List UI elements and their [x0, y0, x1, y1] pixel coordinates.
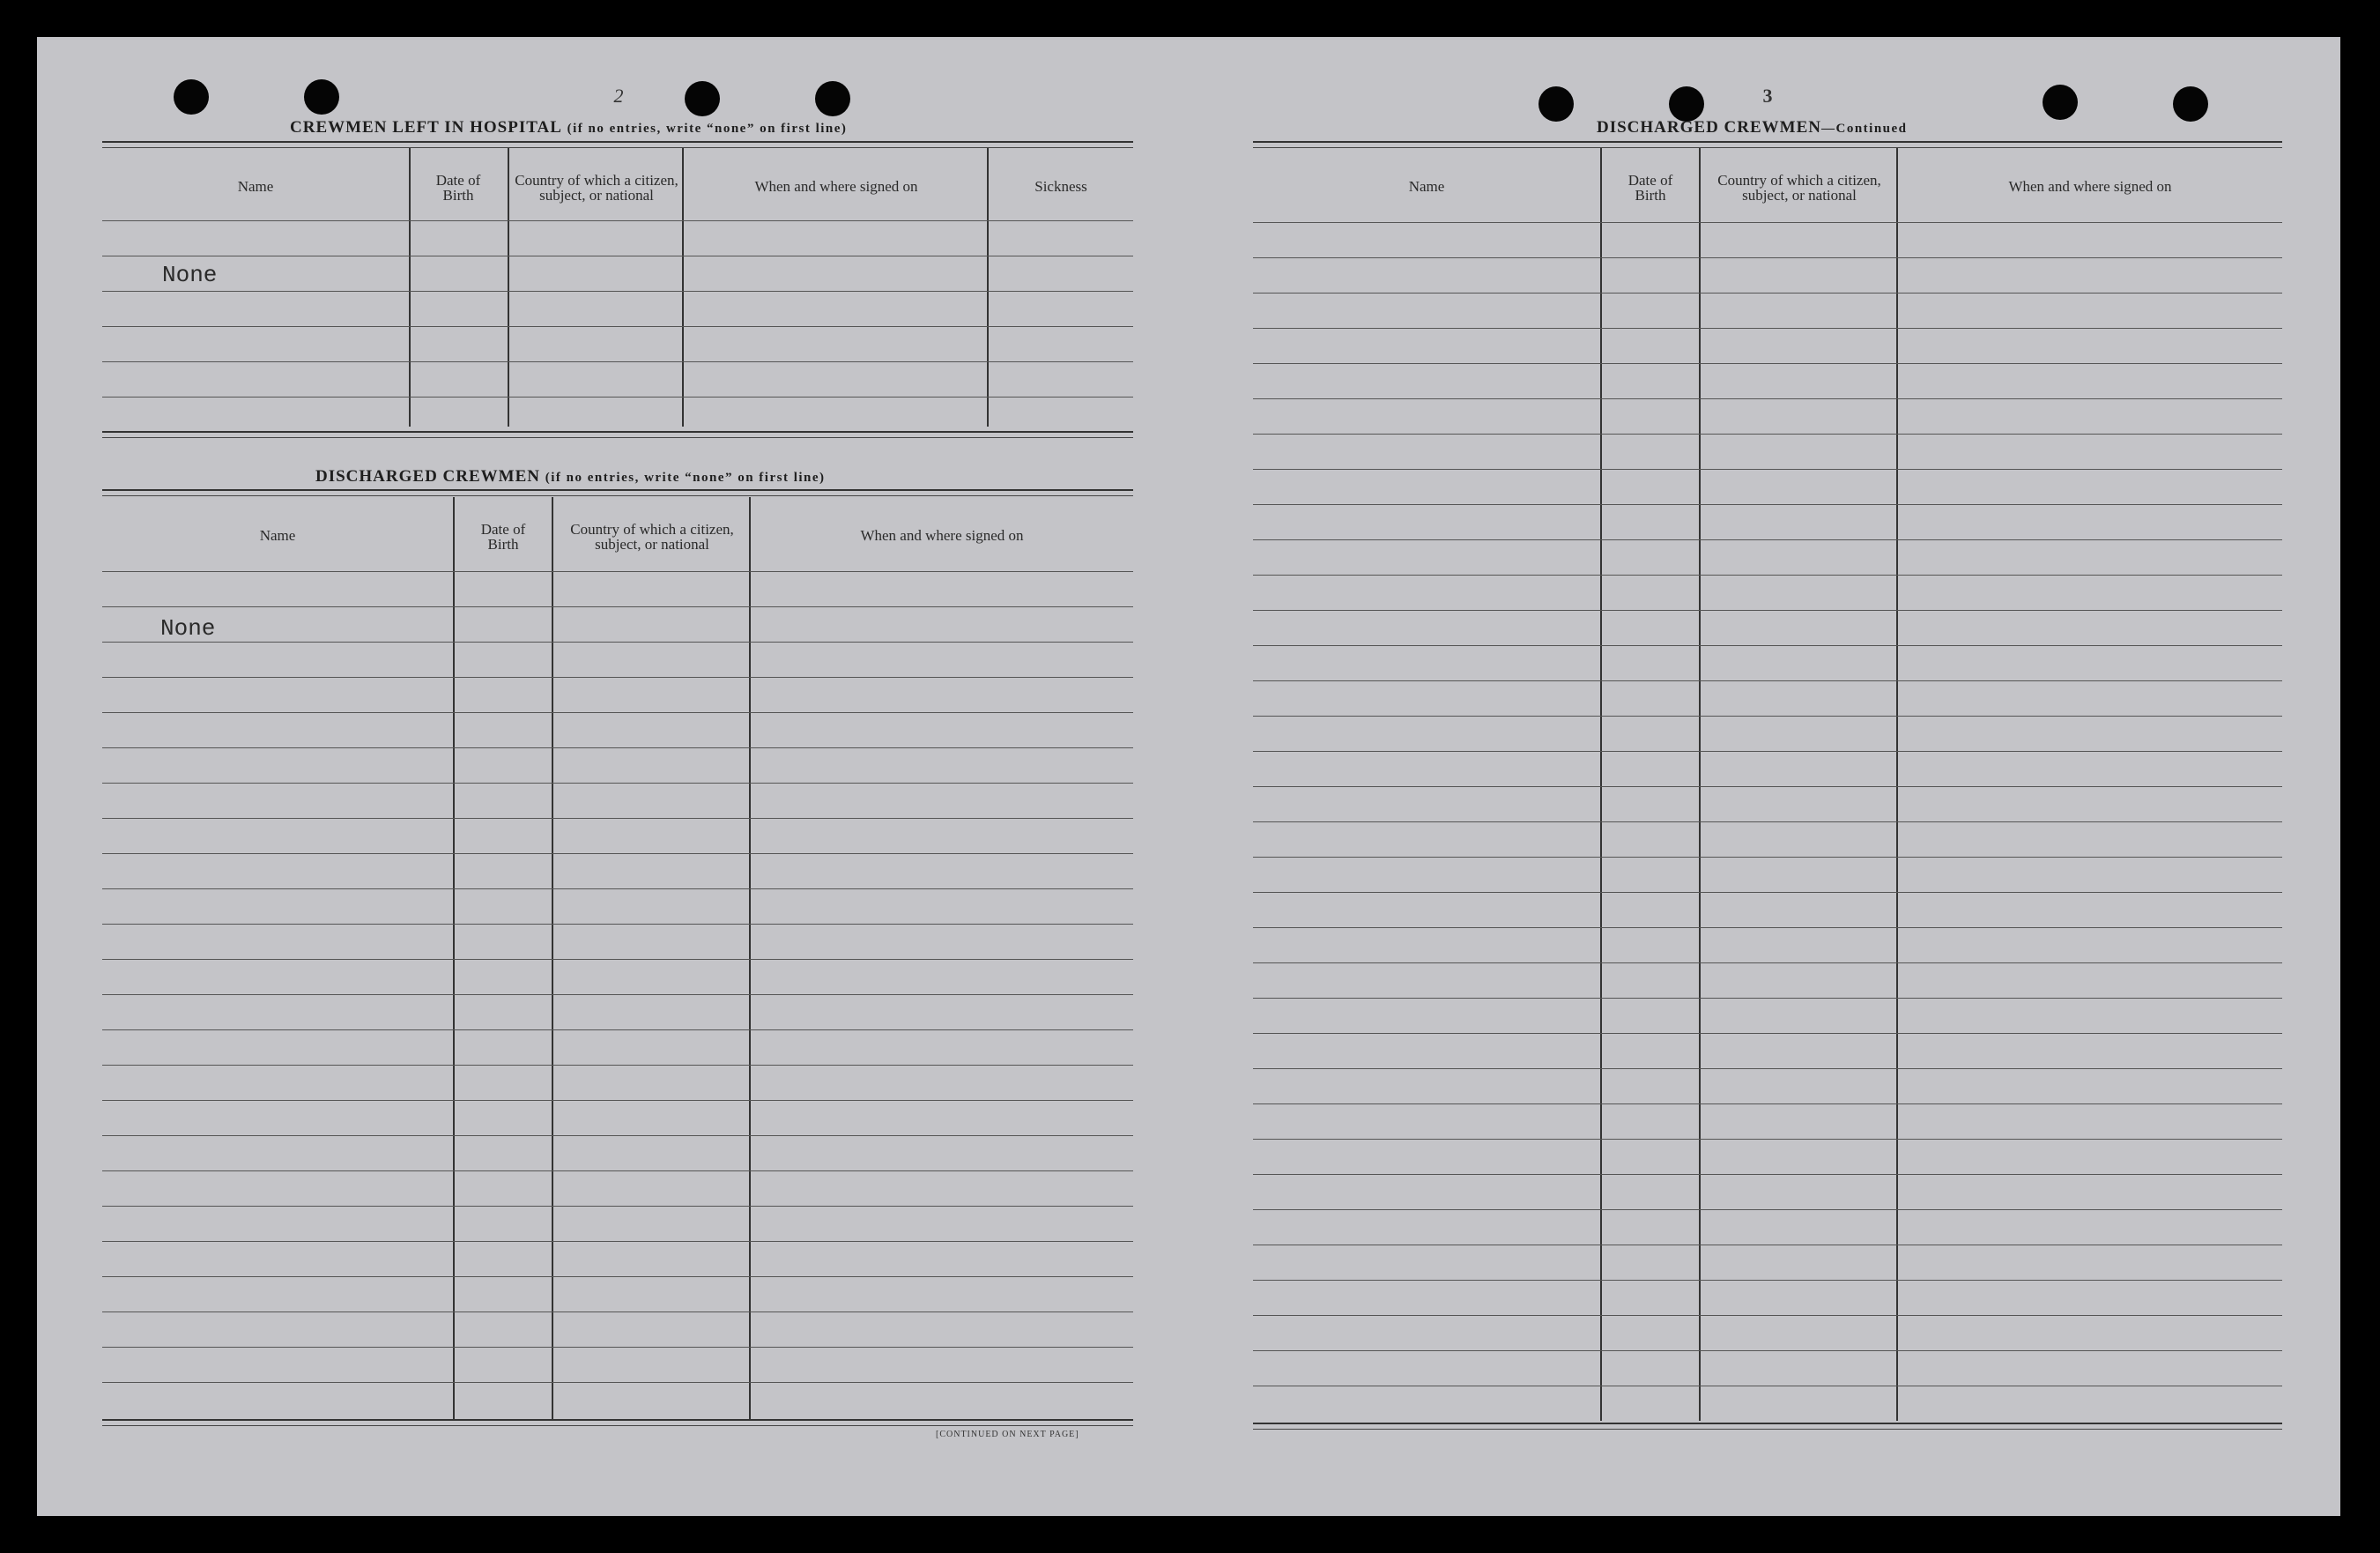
punch-hole	[815, 81, 850, 116]
continued-column-divider	[1896, 148, 1898, 1421]
discharged-section-title	[315, 467, 826, 487]
continued-row-line	[1253, 821, 2282, 822]
continued-row-line	[1253, 786, 2282, 787]
discharged-row-line	[102, 747, 1133, 748]
discharged-column-divider	[749, 497, 751, 1419]
hospital-row-line	[102, 326, 1133, 327]
discharged-row-line	[102, 606, 1133, 607]
continued-col-country: Country of which a citizen, subject, or national	[1717, 172, 1881, 204]
continued-row-line	[1253, 1033, 2282, 1034]
hospital-col-name: Name	[237, 177, 274, 195]
continued-col-name: Name	[1408, 177, 1445, 195]
continued-row-line	[1253, 610, 2282, 611]
punch-hole	[2043, 85, 2078, 120]
discharged-row-line	[102, 924, 1133, 925]
hospital-title-sub: (if no entries, write “none” on first line)	[567, 122, 848, 136]
form-sheet	[37, 37, 2340, 1516]
discharged-col-name: Name	[259, 526, 296, 544]
hospital-top-rule	[102, 141, 1133, 148]
continued-row-line	[1253, 998, 2282, 999]
continued-col-signed-on: When and where signed on	[2008, 177, 2172, 195]
continued-row-line	[1253, 927, 2282, 928]
continued-section-title	[1597, 118, 1908, 137]
continued-row-line	[1253, 1315, 2282, 1316]
punch-hole	[1669, 86, 1704, 122]
continued-row-line	[1253, 328, 2282, 329]
discharged-row-line	[102, 642, 1133, 643]
discharged-row-line	[102, 571, 1133, 572]
continued-row-line	[1253, 1174, 2282, 1175]
continued-title-main: DISCHARGED CREWMEN	[1597, 118, 1821, 137]
discharged-row-line	[102, 853, 1133, 854]
discharged-row-line	[102, 1241, 1133, 1242]
hospital-entry-none: None	[162, 262, 218, 288]
continued-row-line	[1253, 1068, 2282, 1069]
discharged-row-line	[102, 783, 1133, 784]
continued-row-line	[1253, 575, 2282, 576]
continued-row-line	[1253, 680, 2282, 681]
continued-column-divider	[1699, 148, 1701, 1421]
discharged-col-signed-on: When and where signed on	[860, 526, 1024, 544]
discharged-row-line	[102, 1065, 1133, 1066]
hospital-title-main: CREWMEN LEFT IN HOSPITAL	[290, 118, 562, 137]
continued-row-line	[1253, 1209, 2282, 1210]
hospital-row-line	[102, 397, 1133, 398]
continued-row-line	[1253, 504, 2282, 505]
hospital-col-dob: Date of Birth	[435, 172, 481, 204]
discharged-row-line	[102, 1170, 1133, 1171]
continued-row-line	[1253, 539, 2282, 540]
continued-row-line	[1253, 892, 2282, 893]
continued-top-rule	[1253, 141, 2282, 148]
continued-row-line	[1253, 257, 2282, 258]
discharged-row-line	[102, 994, 1133, 995]
continued-row-line	[1253, 293, 2282, 294]
hospital-column-divider	[987, 148, 989, 427]
discharged-top-rule	[102, 489, 1133, 496]
continued-row-line	[1253, 222, 2282, 223]
continued-row-line	[1253, 1139, 2282, 1140]
continued-row-line	[1253, 857, 2282, 858]
discharged-row-line	[102, 1347, 1133, 1348]
hospital-row-line	[102, 220, 1133, 221]
punch-hole	[2173, 86, 2208, 122]
continued-column-divider	[1600, 148, 1602, 1421]
continued-row-line	[1253, 645, 2282, 646]
discharged-row-line	[102, 1029, 1133, 1030]
continued-bottom-rule	[1253, 1423, 2282, 1430]
continued-row-line	[1253, 398, 2282, 399]
discharged-entry-none: None	[160, 615, 216, 642]
continued-col-dob: Date of Birth	[1627, 172, 1673, 204]
discharged-row-line	[102, 1382, 1133, 1383]
discharged-title-sub: (if no entries, write “none” on first line)	[545, 471, 826, 485]
discharged-row-line	[102, 1100, 1133, 1101]
hospital-col-sickness: Sickness	[1034, 177, 1087, 195]
continued-row-line	[1253, 363, 2282, 364]
hospital-column-divider	[409, 148, 411, 427]
continued-title-sub: —Continued	[1821, 122, 1908, 136]
discharged-row-line	[102, 1206, 1133, 1207]
continued-row-line	[1253, 1280, 2282, 1281]
punch-hole	[685, 81, 720, 116]
discharged-title-main: DISCHARGED CREWMEN	[315, 467, 540, 486]
discharged-row-line	[102, 818, 1133, 819]
continued-row-line	[1253, 1103, 2282, 1104]
discharged-row-line	[102, 1276, 1133, 1277]
continued-row-line	[1253, 434, 2282, 435]
continued-row-line	[1253, 1350, 2282, 1351]
discharged-col-country: Country of which a citizen, subject, or national	[570, 521, 734, 553]
page-number-right: 3	[1762, 85, 1773, 107]
hospital-bottom-rule	[102, 431, 1133, 438]
continued-row-line	[1253, 962, 2282, 963]
discharged-column-divider	[552, 497, 553, 1419]
discharged-row-line	[102, 677, 1133, 678]
discharged-row-line	[102, 712, 1133, 713]
hospital-col-country: Country of which a citizen, subject, or national	[515, 172, 678, 204]
punch-hole	[174, 79, 209, 115]
page-number-left: 2	[613, 85, 624, 107]
continued-note: [CONTINUED ON NEXT PAGE]	[936, 1430, 1079, 1439]
hospital-column-divider	[508, 148, 509, 427]
hospital-row-line	[102, 291, 1133, 292]
hospital-column-divider	[682, 148, 684, 427]
punch-hole	[1538, 86, 1574, 122]
discharged-row-line	[102, 1135, 1133, 1136]
discharged-row-line	[102, 959, 1133, 960]
discharged-row-line	[102, 888, 1133, 889]
hospital-row-line	[102, 361, 1133, 362]
discharged-bottom-rule	[102, 1419, 1133, 1426]
hospital-section-title	[290, 118, 847, 137]
discharged-column-divider	[453, 497, 455, 1419]
punch-hole	[304, 79, 339, 115]
continued-row-line	[1253, 716, 2282, 717]
discharged-col-dob: Date of Birth	[480, 521, 526, 553]
hospital-col-signed-on: When and where signed on	[754, 177, 918, 195]
continued-row-line	[1253, 469, 2282, 470]
continued-row-line	[1253, 751, 2282, 752]
